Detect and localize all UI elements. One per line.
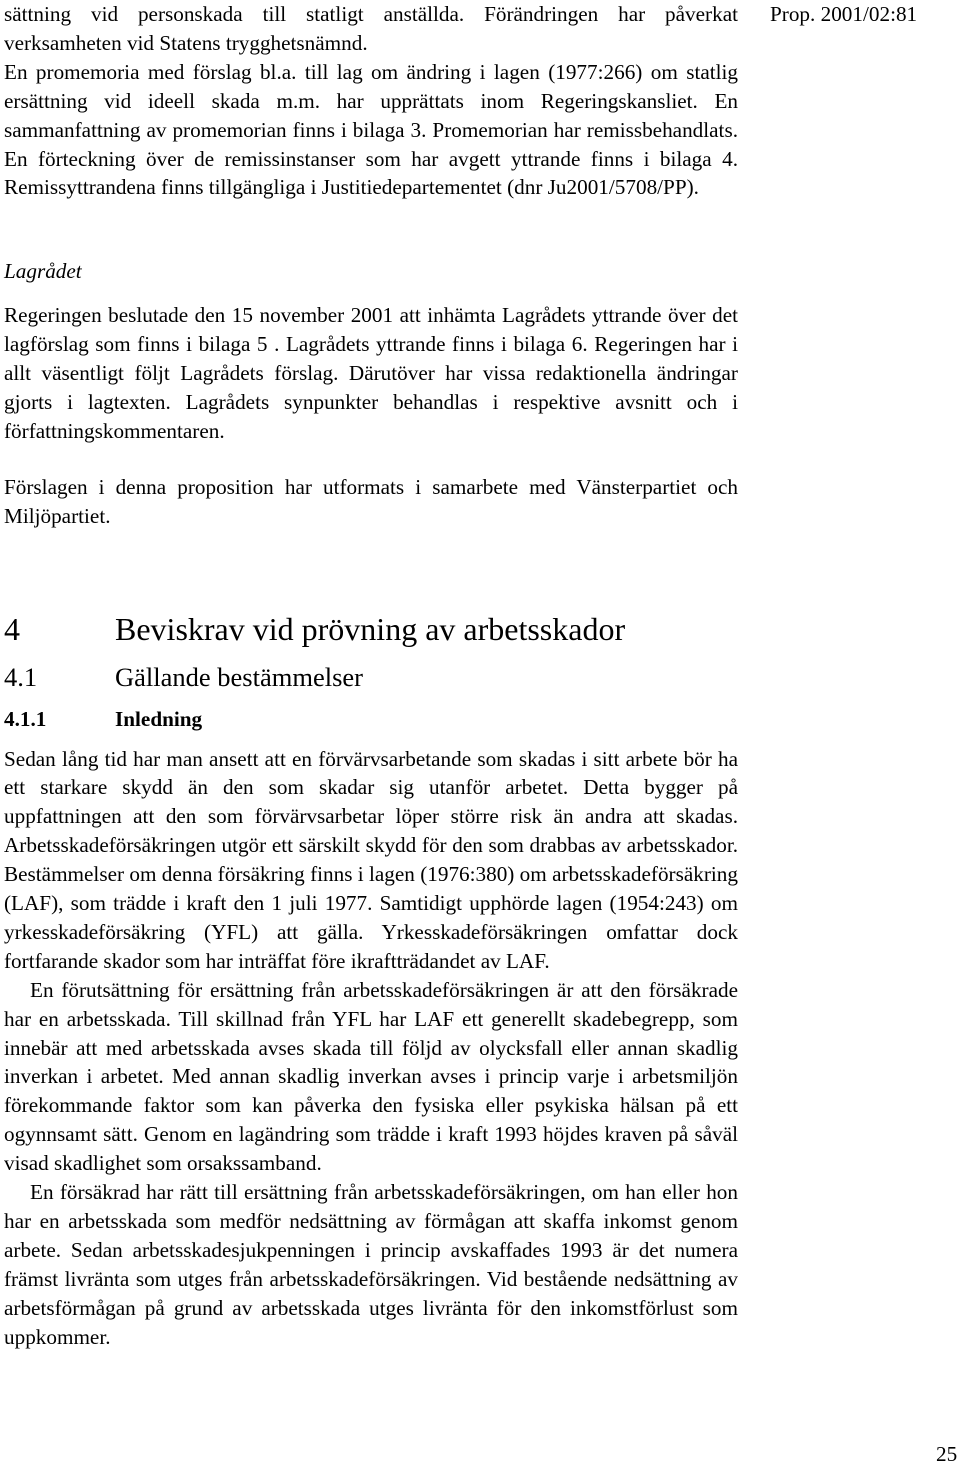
subsection-title: Inledning (115, 706, 203, 731)
subsection-heading (4, 705, 738, 734)
lagradet-heading: Lagrådet (4, 259, 82, 284)
section-number: 4.1 (4, 661, 38, 692)
paragraph-promemoria: En promemoria med förslag bl.a. till lag om ändring i lagen (1977:266) om statlig ersättning vid ideell skada m.m. har upprättats inom Regeringskansliet. En sammanfattning av promemorian finns i bilaga 3. Promemorian har remissbehandlats. En förteckning över de remissinstanser som har avgett yttrande finns i bilaga 4. Remissyttrandena finns tillgängliga i Justitiedepartementet (dnr Ju2001/5708/PP). (4, 59, 738, 200)
document-body (4, 0, 738, 1352)
section-heading (4, 659, 738, 695)
subsection-number: 4.1.1 (4, 706, 47, 731)
section-title: Gällande bestämmelser (115, 661, 363, 692)
paragraph-inledning-3: En försäkrad har rätt till ersättning från arbetsskadeförsäkringen, om han eller hon har en arbetsskada som medför nedsättning av förmågan att skaffa inkomst genom arbete. Sedan arbetsskadesjukpenningen i princip avskaffades 1993 är det numera främst livränta som utges från arbetsskadeförsäkringen. Vid bestående nedsättning av arbetsförmågan på grund av arbetsskada utges livränta för den inkomstförlust som uppkommer. (4, 1180, 738, 1349)
chapter-title: Beviskrav vid prövning av arbetsskador (115, 610, 626, 647)
paragraph-continued: sättning vid personskada till statligt anställda. Förändringen har påverkat verksamheten vid Statens trygghetsnämnd. (4, 2, 738, 55)
proposition-reference: Prop. 2001/02:81 (770, 2, 918, 26)
paragraph-inledning-2: En förutsättning för ersättning från arbetsskadeförsäkringen är att den försäkrade har en arbetsskada. Till skillnad från YFL har LAF ett generellt skadebegrepp, som innebär att med arbetsskada avses skada till följd av olycksfall eller annan skadlig inverkan i arbetet. Med annan skadlig inverkan avses i princip varje i arbetsmiljön förekommande faktor som kan påverka den fysiska eller psykiska hälsan på ett ogynnsamt sätt. Genom en lagändring som trädde i kraft 1993 höjdes kraven på såväl visad skadlighet som orsakssamband. (4, 977, 738, 1176)
paragraph-inledning-1: Sedan lång tid har man ansett att en förvärvsarbetande som skadas i sitt arbete bör ha ett starkare skydd än den som skadar sig utanför arbetet. Detta bygger på uppfattningen att den som förvärvsarbetar löper större risk än andra att skadas. Arbetsskadeförsäkringen utgör ett särskilt skydd för den som drabbas av arbetsskador. Bestämmelser om denna försäkring finns i lagen (1976:380) om arbetsskadeförsäkring (LAF), som trädde i kraft den 1 juli 1977. Samtidigt upphörde lagen (1954:243) om yrkesskadeförsäkring (YFL) att gälla. Yrkesskadeförsäkringen omfattar dock fortfarande skador som har inträffat före ikraftträdandet av LAF. (4, 746, 738, 973)
paragraph-lagradet: Regeringen beslutade den 15 november 2001 att inhämta Lagrådets yttrande över det lagförslag som finns i bilaga 5 . Lagrådets yttrande finns i bilaga 6. Regeringen har i allt väsentligt följt Lagrådets förslag. Därutöver har vissa redaktionella ändringar gjorts i lagtexten. Lagrådets synpunkter behandlas i respektive avsnitt och i författningskommentaren. (4, 303, 738, 443)
paragraph-samarbete: Förslagen i denna proposition har utformats i samarbete med Vänsterpartiet och Miljöpartiet. (4, 474, 738, 528)
chapter-heading (4, 607, 738, 651)
page-number: 25 (936, 1442, 958, 1466)
chapter-number: 4 (4, 610, 20, 647)
